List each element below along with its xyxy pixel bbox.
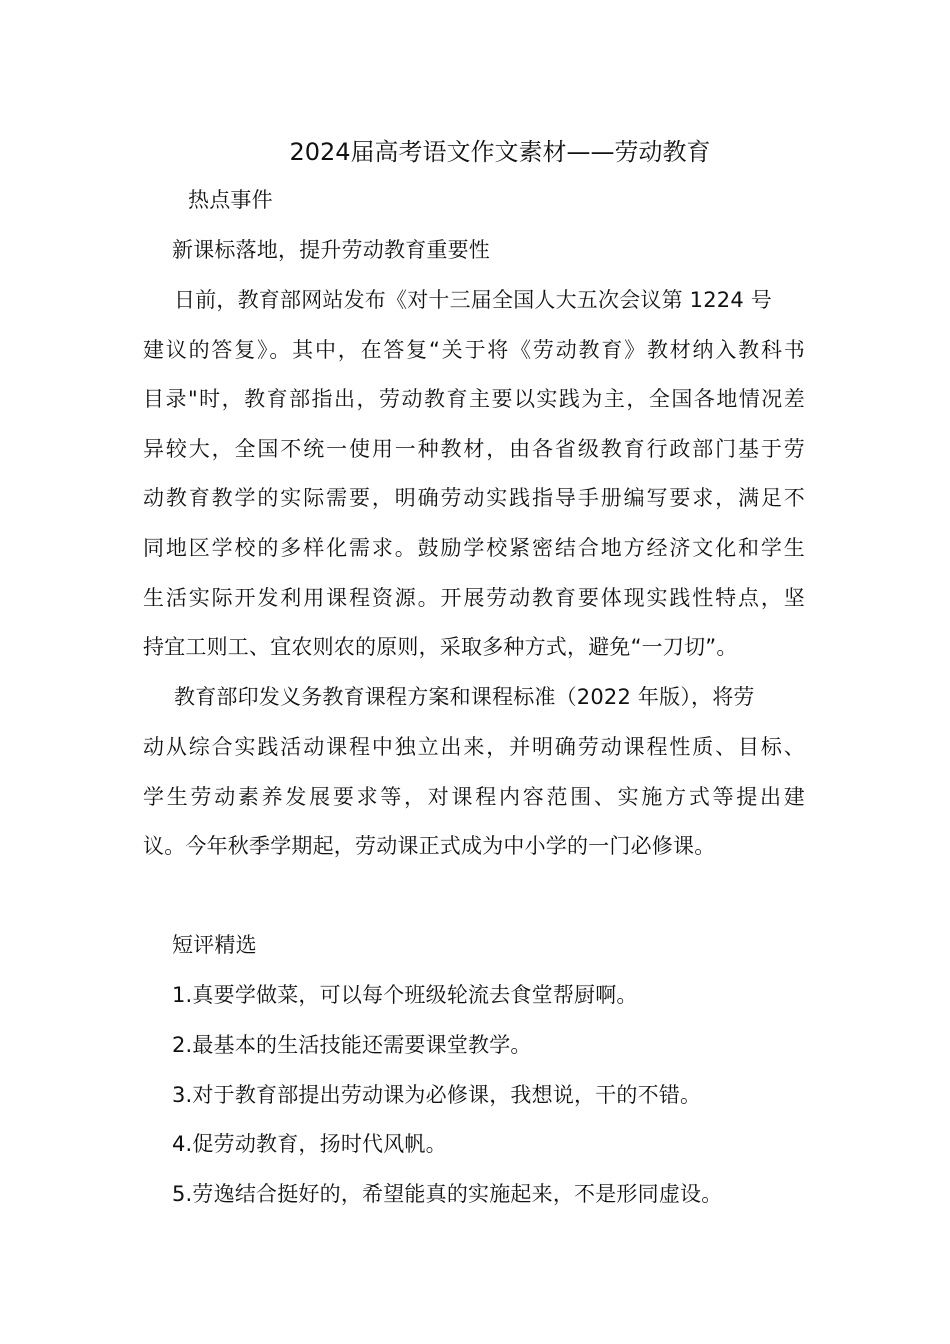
list-item: 4.促劳动教育，扬时代风帆。 <box>172 1132 447 1156</box>
paragraph-line: 同地区学校的多样化需求。鼓励学校紧密结合地方经济文化和学生 <box>143 536 805 560</box>
paragraph-line: 持宜工则工、宜农则农的原则，采取多种方式，避免“一刀切”。 <box>143 635 738 659</box>
paragraph-line: 教育部印发义务教育课程方案和课程标准（2022 年版），将劳 <box>174 685 755 709</box>
list-item: 5.劳逸结合挺好的，希望能真的实施起来，不是形同虚设。 <box>172 1182 723 1206</box>
comments-heading: 短评精选 <box>172 933 257 957</box>
paragraph-line: 动教育教学的实际需要，明确劳动实践指导手册编写要求，满足不 <box>143 486 805 510</box>
paragraph-line: 学生劳动素养发展要求等，对课程内容范围、实施方式等提出建 <box>143 785 805 809</box>
paragraph-line: 目录"时，教育部指出，劳动教育主要以实践为主，全国各地情况差 <box>143 387 805 411</box>
paragraph-line: 动从综合实践活动课程中独立出来，并明确劳动课程性质、目标、 <box>143 735 805 759</box>
paragraph-line: 异较大，全国不统一使用一种教材，由各省级教育行政部门基于劳 <box>143 437 805 461</box>
document-title: 2024届高考语文作文素材——劳动教育 <box>289 138 711 166</box>
subheading: 新课标落地，提升劳动教育重要性 <box>172 238 490 262</box>
paragraph-line: 建议的答复》。其中，在答复“关于将《劳动教育》教材纳入教科书 <box>143 338 805 362</box>
list-item: 1.真要学做菜，可以每个班级轮流去食堂帮厨啊。 <box>172 983 638 1007</box>
paragraph-line: 日前，教育部网站发布《对十三届全国人大五次会议第 1224 号 <box>174 288 772 312</box>
section-label: 热点事件 <box>188 188 273 212</box>
paragraph-line: 议。今年秋季学期起，劳动课正式成为中小学的一门必修课。 <box>143 834 716 858</box>
list-item: 3.对于教育部提出劳动课为必修课，我想说，干的不错。 <box>172 1083 702 1107</box>
list-item: 2.最基本的生活技能还需要课堂教学。 <box>172 1033 532 1057</box>
paragraph-line: 生活实际开发利用课程资源。开展劳动教育要体现实践性特点，坚 <box>143 586 805 610</box>
